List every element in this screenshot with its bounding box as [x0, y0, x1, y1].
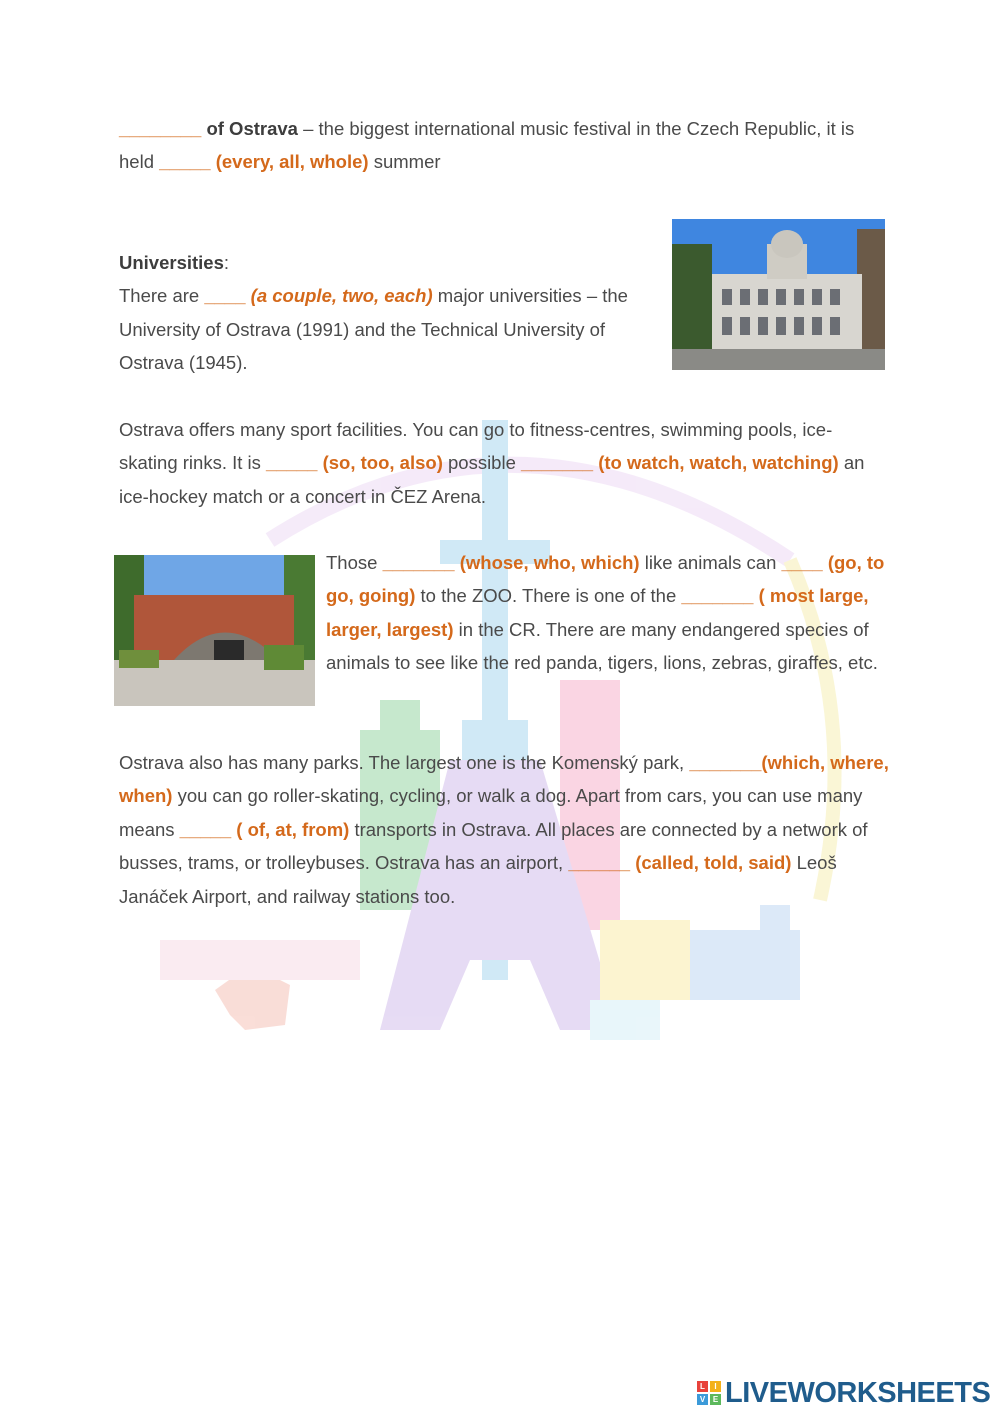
parks-preposition-blank[interactable]: _____	[179, 818, 232, 840]
parks-participle-blank[interactable]: ______	[568, 852, 631, 874]
festival-frequency-blank[interactable]: _____	[159, 151, 211, 173]
universities-options: (a couple, two, each)	[250, 285, 433, 307]
zoo-options-2: (go, to go, going)	[326, 552, 885, 607]
zoo-paragraph	[326, 546, 888, 680]
sport-text-2: possible	[442, 452, 522, 474]
sport-paragraph	[119, 413, 884, 513]
parks-options-2: ( of, at, from)	[236, 818, 350, 840]
universities-count-blank[interactable]: ____	[204, 285, 246, 307]
parks-relative-blank[interactable]: _______	[689, 752, 762, 773]
zoo-options-3: ( most large, larger, largest)	[326, 585, 869, 640]
parks-paragraph	[119, 746, 889, 913]
logo-text: LIVEWORKSHEETS	[725, 1376, 991, 1409]
festival-text-1: – the biggest international music festival in the Czech Republic, it is held	[119, 118, 855, 173]
logo-letter-l: L	[697, 1381, 708, 1392]
festival-name: of Ostrava	[206, 118, 298, 139]
zoo-options-1: (whose, who, which)	[459, 552, 640, 573]
parks-options-1: (which, where, when)	[119, 752, 889, 807]
zoo-text-2: like animals can	[639, 552, 782, 573]
zoo-verb-blank[interactable]: ____	[781, 552, 823, 573]
sport-options-2: (to watch, watch, watching)	[598, 452, 839, 474]
logo-letter-i: I	[710, 1381, 721, 1392]
sport-options-1: (so, too, also)	[322, 452, 443, 474]
sport-adverb-blank[interactable]: _____	[266, 452, 318, 474]
zoo-pronoun-blank[interactable]: _______	[382, 552, 455, 573]
festival-text-2: summer	[368, 151, 441, 173]
universities-heading: Universities	[119, 252, 224, 273]
logo-letter-v: V	[697, 1394, 708, 1405]
zoo-text-3: to the ZOO. There is one of the	[415, 585, 682, 607]
zoo-adjective-blank[interactable]: _______	[681, 585, 754, 607]
zoo-entrance-photo	[114, 555, 315, 706]
parks-text-4: Leoš Janáček Airport, and railway stations too.	[119, 852, 837, 907]
universities-paragraph	[119, 246, 659, 380]
universities-text-1: There are	[119, 285, 205, 307]
parks-text-3: transports in Ostrava. All places are connected by a network of busses, trams, or trolleybuses. Ostrava has an airport,	[119, 818, 868, 874]
festival-name-blank[interactable]: ________	[119, 118, 202, 139]
liveworksheets-logo	[697, 1378, 990, 1408]
zoo-text-4: in the CR. There are many endangered species of animals to see like the red panda, tigers, lions, zebras, giraffes, etc.	[326, 618, 878, 674]
university-building-photo	[672, 219, 885, 370]
zoo-text-1: Those	[326, 552, 383, 573]
parks-text-2: you can go roller-skating, cycling, or walk a dog. Apart from cars, you can use many means	[119, 785, 863, 840]
sport-verb-blank[interactable]: _______	[521, 452, 594, 474]
sport-text-3: an ice-hockey match or a concert in ČEZ Arena.	[119, 452, 865, 507]
festival-options: (every, all, whole)	[215, 151, 369, 173]
parks-text-1: Ostrava also has many parks. The largest one is the Komenský park,	[119, 752, 690, 773]
logo-mark-icon	[697, 1381, 721, 1405]
parks-options-3: (called, told, said)	[635, 852, 792, 874]
sport-text-1: Ostrava offers many sport facilities. You can go to fitness-centres, swimming pools, ice-skating rinks. It is	[119, 419, 833, 474]
logo-letter-e: E	[710, 1394, 721, 1405]
festival-paragraph	[119, 112, 879, 179]
universities-colon: :	[223, 252, 230, 273]
universities-text-2: major universities – the University of Ostrava (1991) and the Technical University of Ostrava (1945).	[119, 285, 628, 374]
